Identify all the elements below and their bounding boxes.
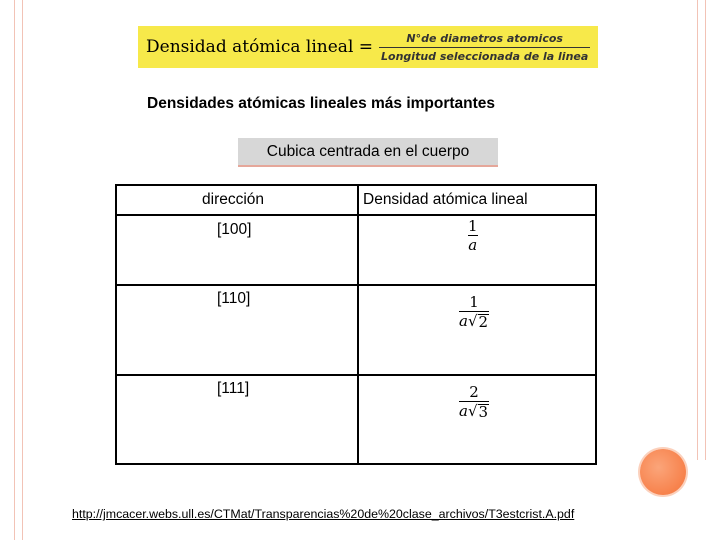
square-root: √ 2 (467, 312, 489, 331)
fraction-denominator: a (468, 236, 478, 254)
table-row-divider (117, 374, 595, 376)
density-formula-111 (459, 384, 489, 421)
denominator-coefficient: a (459, 312, 468, 330)
right-decorative-frame (697, 0, 706, 460)
formula-banner (138, 26, 598, 68)
row-direction: [111] (217, 380, 250, 397)
table-row-divider (117, 284, 595, 286)
table-column-divider (357, 186, 359, 463)
left-decorative-frame (14, 0, 23, 540)
orange-circle-decoration (640, 449, 686, 495)
formula-numerator: N°de diametros atomicos (406, 31, 563, 45)
fraction-numerator: 1 (469, 293, 479, 311)
header-direction: dirección (202, 191, 265, 208)
header-density: Densidad atómica lineal (363, 191, 528, 208)
formula-denominator: Longitud seleccionada de la linea (379, 47, 590, 63)
radicand: 2 (478, 313, 489, 331)
source-link[interactable]: http://jmcacer.webs.ull.es/CTMat/Transparencias%20de%20clase_archivos/T3estcrist.A.pdf (72, 507, 575, 521)
square-root: √ 3 (467, 402, 489, 421)
density-formula-100 (468, 218, 478, 255)
denominator-coefficient: a (459, 402, 468, 420)
fraction-numerator: 1 (468, 217, 478, 235)
crystal-structure-label (238, 138, 498, 167)
crystal-structure-text: Cubica centrada en el cuerpo (266, 142, 470, 160)
fraction-denominator (459, 312, 489, 331)
formula-lhs: Densidad atómica lineal = (146, 37, 374, 57)
table-header-divider (117, 214, 595, 216)
section-heading: Densidades atómicas lineales más importantes (147, 95, 496, 112)
row-direction: [100] (217, 221, 252, 238)
formula-fraction (379, 32, 590, 63)
density-formula-110 (459, 294, 489, 331)
fraction-denominator (459, 402, 489, 421)
fraction-numerator: 2 (469, 383, 479, 401)
density-table (115, 184, 597, 465)
radicand: 3 (478, 403, 489, 421)
row-direction: [110] (217, 290, 251, 307)
